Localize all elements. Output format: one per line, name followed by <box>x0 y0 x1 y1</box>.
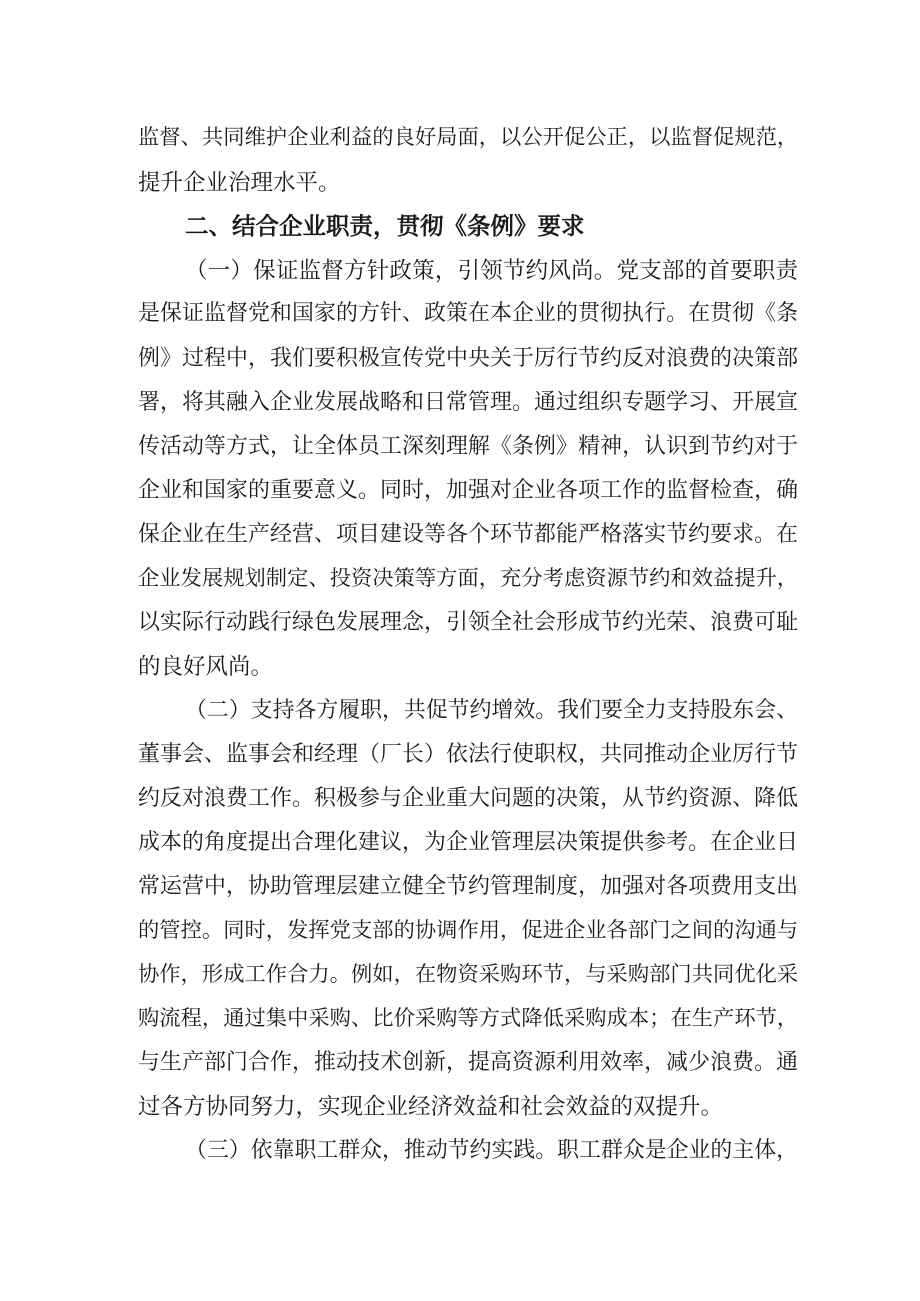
paragraph-1-line: 传活动等方式，让全体员工深刻理解《条例》精神，认识到节约对于 <box>138 434 798 459</box>
paragraph-2-line: 成本的角度提出合理化建议，为企业管理层决策提供参考。在企业日 <box>138 830 798 855</box>
section-heading: 二、结合企业职责，贯彻《条例》要求 <box>185 212 585 240</box>
paragraph-2-line: 过各方协同努力，实现企业经济效益和社会效益的双提升。 <box>138 1094 724 1120</box>
paragraph-2-line: 董事会、监事会和经理（厂长）依法行使职权，共同推动企业厉行节 <box>138 742 798 767</box>
paragraph-1-line: 企业和国家的重要意义。同时，加强对企业各项工作的监督检查，确 <box>138 478 798 503</box>
paragraph-1-line: （一）保证监督方针政策，引领节约风尚。党支部的首要职责 <box>185 258 798 284</box>
paragraph-2-line: 的管控。同时，发挥党支部的协调作用，促进企业各部门之间的沟通与 <box>138 918 799 943</box>
paragraph-1-line: 是保证监督党和国家的方针、政策在本企业的贯彻执行。在贯彻《条 <box>138 301 798 326</box>
intro-line: 提升企业治理水平。 <box>138 170 341 196</box>
paragraph-1-line: 署，将其融入企业发展战略和日常管理。通过组织专题学习、开展宣 <box>138 390 798 415</box>
paragraph-1-line: 以实际行动践行绿色发展理念，引领全社会形成节约光荣、浪费可耻 <box>138 610 798 635</box>
paragraph-1-line: 例》过程中，我们要积极宣传党中央关于厉行节约反对浪费的决策部 <box>138 346 798 371</box>
paragraph-3-line: （三）依靠职工群众，推动节约实践。职工群众是企业的主体， <box>185 1138 798 1163</box>
paragraph-2-line: 与生产部门合作，推动技术创新，提高资源利用效率，减少浪费。通 <box>138 1050 798 1075</box>
paragraph-1-line: 的良好风尚。 <box>138 654 274 680</box>
paragraph-1-line: 企业发展规划制定、投资决策等方面，充分考虑资源节约和效益提升， <box>138 566 799 591</box>
paragraph-2-line: （二）支持各方履职，共促节约增效。我们要全力支持股东会、 <box>185 698 798 723</box>
paragraph-2-line: 常运营中，协助管理层建立健全节约管理制度，加强对各项费用支出 <box>138 874 798 899</box>
paragraph-2-line: 购流程，通过集中采购、比价采购等方式降低采购成本；在生产环节， <box>138 1006 799 1031</box>
paragraph-1-line: 保企业在生产经营、项目建设等各个环节都能严格落实节约要求。在 <box>138 522 798 547</box>
intro-line: 监督、共同维护企业利益的良好局面，以公开促公正，以监督促规范， <box>138 125 799 150</box>
paragraph-2-line: 约反对浪费工作。积极参与企业重大问题的决策，从节约资源、降低 <box>138 786 798 811</box>
paragraph-2-line: 协作，形成工作合力。例如，在物资采购环节，与采购部门共同优化采 <box>138 962 799 987</box>
